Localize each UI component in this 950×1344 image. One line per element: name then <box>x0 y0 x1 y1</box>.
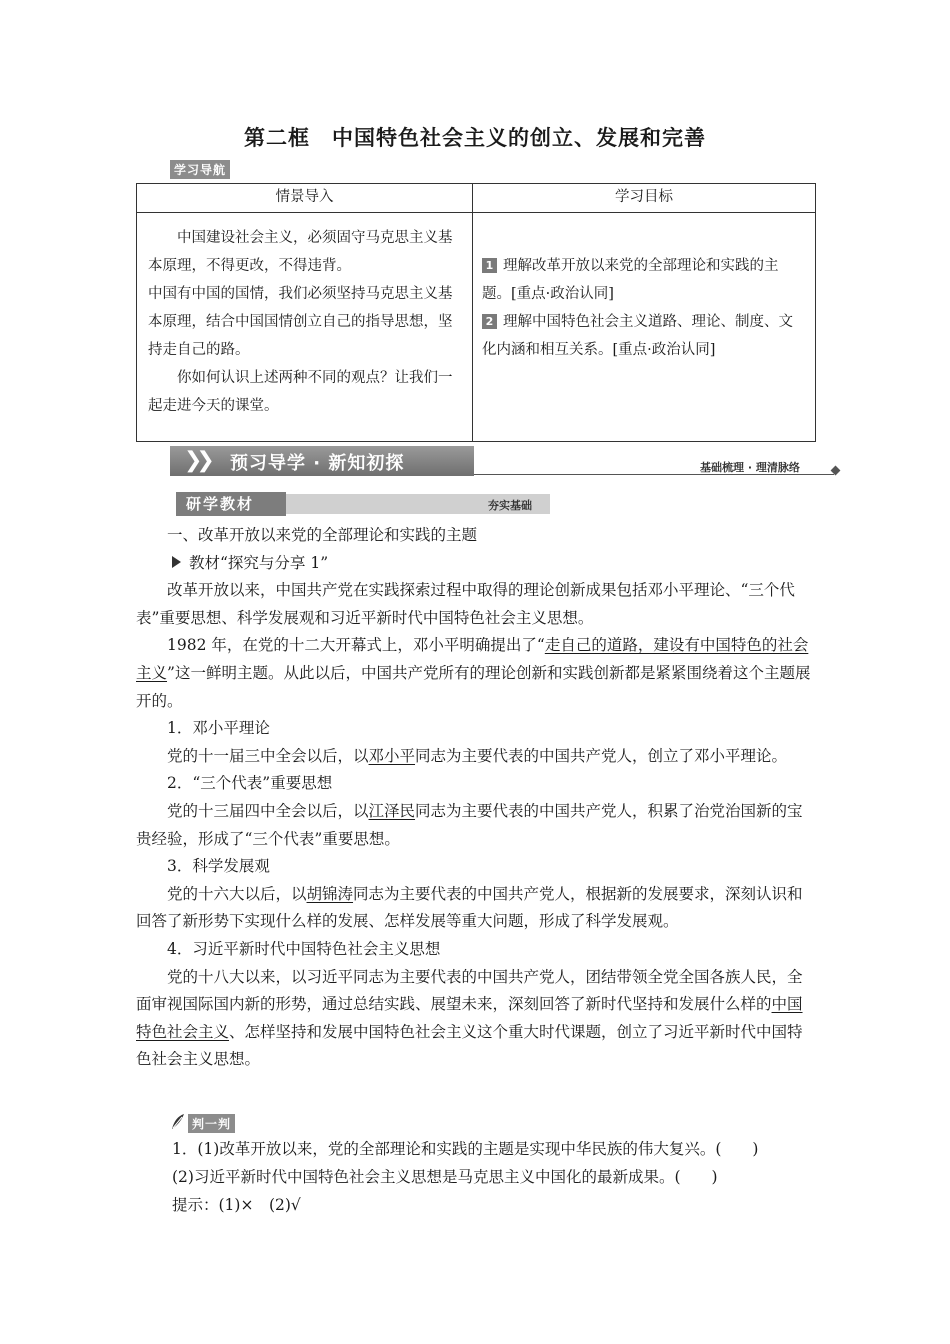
material-line <box>136 550 816 578</box>
judge-hint: 提示：(1)× (2)√ <box>172 1196 301 1214</box>
page-title <box>0 122 950 152</box>
subparagraph-4: 党的十八大以来，以习近平同志为主要代表的中国共产党人，团结带领全党全国各族人民，全面审视国际国内新的形势，通过总结实践、展望未来，深刻回答了新时代坚持和发展什么样的中国特色社会主义、怎样坚持和发展中国特色社会主义这个重大时代课题，创立了习近平新时代中国特色社会主义思想。 <box>136 967 803 1069</box>
scenario-cell <box>137 213 473 442</box>
underlined-name-2: 江泽民 <box>368 801 416 820</box>
guide-badge: 学习导航 <box>170 160 230 179</box>
banner-subtitle: 基础梳理 · 理清脉络 <box>700 461 800 474</box>
underlined-name-3: 胡锦涛 <box>306 884 354 903</box>
material-label: 教材“探究与分享 1” <box>189 553 329 572</box>
title-part1: 第二框 <box>244 126 310 150</box>
scenario-line-2: 中国有中国的国情，我们必须坚持马克思主义基本原理，结合中国国情创立自己的指导思想，坚持走自己的路。 <box>148 286 453 358</box>
subbanner-subtitle: 夯实基础 <box>488 499 532 512</box>
judge-question-2: (2)习近平新时代中国特色社会主义思想是马克思主义中国化的最新成果。( ) <box>172 1168 718 1186</box>
banner-title: 预习导学 · 新知初探 <box>230 453 405 474</box>
judge-badge: 判一判 <box>188 1114 235 1133</box>
table-head-right: 学习目标 <box>473 184 816 213</box>
goal-number-2: 2 <box>482 314 497 329</box>
scenario-line-3: 你如何认识上述两种不同的观点？让我们一起走进今天的课堂。 <box>148 370 453 414</box>
underlined-theme: 走自己的道路，建设有中国特色的社会主义 <box>136 636 809 682</box>
judge-section <box>136 1135 816 1219</box>
subheading-4: 4．习近平新时代中国特色社会主义思想 <box>167 939 441 958</box>
subparagraph-1: 党的十一届三中全会以后，以邓小平同志为主要代表的中国共产党人，创立了邓小平理论。 <box>167 746 788 765</box>
paragraph-2: 1982 年，在党的十二大开幕式上，邓小平明确提出了“走自己的道路，建设有中国特色的社会主义”这一鲜明主题。从此以后，中国共产党所有的理论创新和实践创新都是紧紧围绕着这个主题展开的。 <box>136 636 811 710</box>
judge-question-1: 1．(1)改革开放以来，党的全部理论和实践的主题是实现中华民族的伟大复兴。( ) <box>172 1140 759 1158</box>
underlined-term: 中国特色社会主义 <box>136 995 803 1041</box>
table-head-left: 情景导入 <box>137 184 473 213</box>
goal-2 <box>482 308 806 364</box>
subheading-2: 2．“三个代表”重要思想 <box>167 774 333 793</box>
section-heading: 一、改革开放以来党的全部理论和实践的主题 <box>167 526 478 544</box>
goal-text-1: 理解改革开放以来党的全部理论和实践的主题。[重点·政治认同] <box>482 258 779 302</box>
main-content <box>136 522 816 1074</box>
paragraph-1: 改革开放以来，中国共产党在实践探索过程中取得的理论创新成果包括邓小平理论、“三个代表”重要思想、科学发展观和习近平新时代中国特色社会主义思想。 <box>136 581 795 627</box>
subparagraph-2: 党的十三届四中全会以后，以江泽民同志为主要代表的中国共产党人，积累了治党治国新的宝贵经验，形成了“三个代表”重要思想。 <box>136 801 803 848</box>
scenario-line-1: 中国建设社会主义，必须固守马克思主义基本原理，不得更改，不得违背。 <box>148 230 453 274</box>
play-triangle-icon <box>172 556 181 568</box>
goal-1 <box>482 252 806 308</box>
guide-table <box>136 183 816 442</box>
subheading-3: 3．科学发展观 <box>167 857 270 876</box>
underlined-name-1: 邓小平 <box>368 746 416 765</box>
subheading-1: 1．邓小平理论 <box>167 719 270 738</box>
goals-cell <box>473 213 816 442</box>
section-banner <box>170 446 474 476</box>
goal-number-1: 1 <box>482 258 497 273</box>
title-part2: 中国特色社会主义的创立、发展和完善 <box>332 126 706 150</box>
leaf-icon <box>170 1113 186 1131</box>
goal-text-2: 理解中国特色社会主义道路、理论、制度、文化内涵和相互关系。[重点·政治认同] <box>482 314 793 358</box>
subbanner-title: 研学教材 <box>176 492 286 516</box>
double-chevron-icon: ❯❯ <box>184 448 209 473</box>
subparagraph-3: 党的十六大以后，以胡锦涛同志为主要代表的中国共产党人，根据新的发展要求，深刻认识和回答了新形势下实现什么样的发展、怎样发展等重大问题，形成了科学发展观。 <box>136 884 803 931</box>
